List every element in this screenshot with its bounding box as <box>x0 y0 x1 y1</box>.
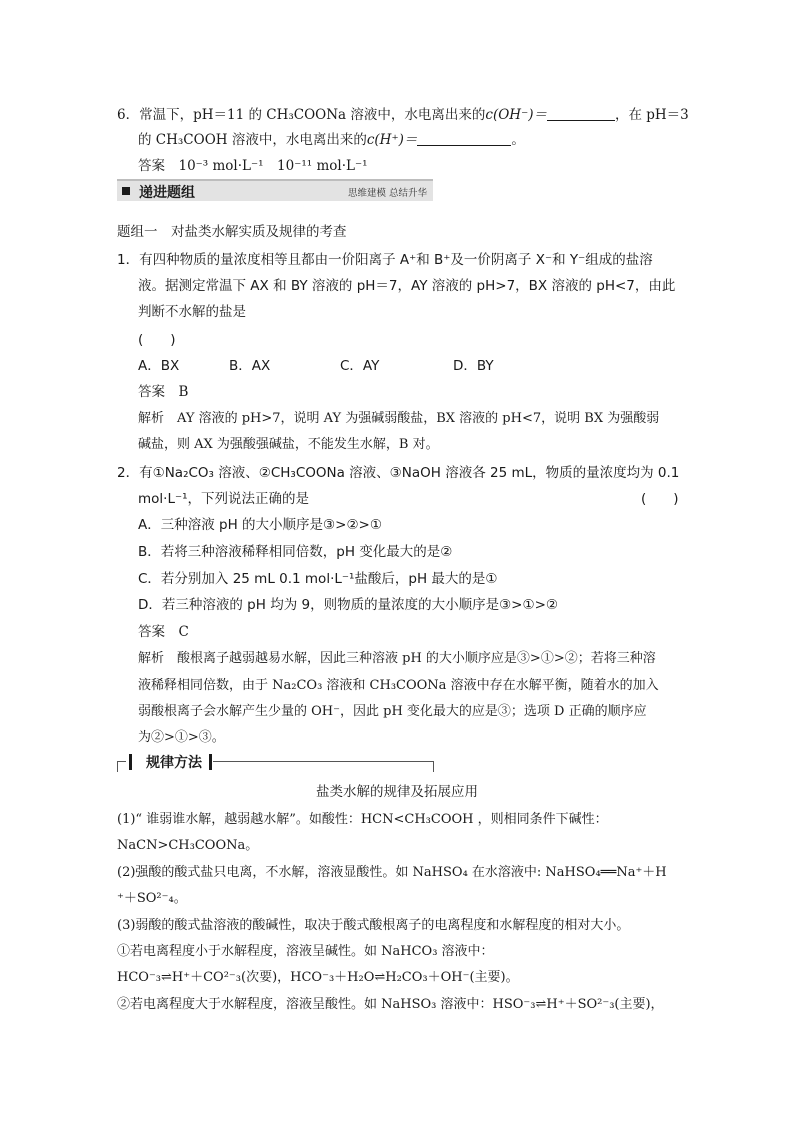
q6-line-1 <box>117 106 689 124</box>
q2-option-c[interactable]: C．若分别加入 25 mL 0.1 mol·L⁻¹盐酸后，pH 最大的是① <box>138 571 498 587</box>
rule-tick-left <box>117 761 118 772</box>
q1-answer: 答案 B <box>138 384 189 400</box>
q2-explanation-1: 解析 酸根离子越弱越易水解，因此三种溶液 pH 的大小顺序应是③>①>②；若将三种溶 <box>138 651 656 666</box>
q2-line-1: 2．有①Na₂CO₃ 溶液、②CH₃COONa 溶液、③NaOH 溶液各 25 mL，物质的量浓度均为 0.1 <box>117 465 680 481</box>
q1-option-c[interactable]: C．AY <box>340 358 380 374</box>
q6-text-d: 的 CH₃COOH 溶液中，水电离出来的 <box>138 132 367 148</box>
q1-line-2: 液。据测定常温下 AX 和 BY 溶液的 pH＝7，AY 溶液的 pH>7，BX 溶液的 pH<7，由此 <box>138 278 676 294</box>
q2-answer-paren: ( ) <box>641 491 679 507</box>
q1-line-3: 判断不水解的盐是 <box>138 304 246 320</box>
q2-option-d[interactable]: D．若三种溶液的 pH 均为 9，则物质的量浓度的大小顺序是③>①>② <box>138 597 559 613</box>
rule-bar-right <box>209 754 212 770</box>
q1-explanation-2: 碱盐，则 AX 为强酸强碱盐，不能发生水解，B 对。 <box>138 437 439 452</box>
section-bar <box>117 179 433 201</box>
q6-text-b: c(OH⁻)＝ <box>485 107 547 123</box>
q2-answer: 答案 C <box>138 624 189 640</box>
q2-explanation-2: 液稀释相同倍数，由于 Na₂CO₃ 溶液和 CH₃COONa 溶液中存在水解平衡，随着水的加入 <box>138 678 659 693</box>
q1-answer-paren: ( ) <box>138 332 176 348</box>
q2-explanation-3: 弱酸根离子会水解产生少量的 OH⁻，因此 pH 变化最大的应是③；选项 D 正确的顺序应 <box>138 704 647 719</box>
q6-text-f: 。 <box>511 132 525 148</box>
q1-option-a[interactable]: A．BX <box>138 358 180 374</box>
group1-title: 题组一 对盐类水解实质及规律的考查 <box>117 224 347 240</box>
q2-line-2: mol·L⁻¹，下列说法正确的是 <box>138 491 310 507</box>
rule-method-box <box>117 752 435 772</box>
q2-explanation-4: 为②>①>③。 <box>138 730 225 745</box>
q1-option-d[interactable]: D．BY <box>453 358 494 374</box>
rule-1-line-1: (1)“ 谁弱谁水解，越弱越水解”。如酸性：HCN<CH₃COOH ，则相同条件下碱性： <box>117 812 608 827</box>
rule-2-line-2: ⁺＋SO²⁻₄。 <box>117 891 187 906</box>
q6-answer: 答案 10⁻³ mol·L⁻¹ 10⁻¹¹ mol·L⁻¹ <box>138 158 368 174</box>
rules-heading: 盐类水解的规律及拓展应用 <box>316 784 478 800</box>
rule-3: (3)弱酸的酸式盐溶液的酸碱性，取决于酸式酸根离子的电离程度和水解程度的相对大小。 <box>117 918 630 933</box>
rule-bar-left <box>129 754 132 770</box>
rule-line-right <box>213 761 433 762</box>
rule-3-sub-2: ②若电离程度大于水解程度，溶液呈酸性。如 NaHSO₃ 溶液中：HSO⁻₃⇌H⁺＋SO²⁻₃(主要)， <box>117 997 664 1012</box>
q6-text-a: 6．常温下，pH＝11 的 CH₃COONa 溶液中，水电离出来的 <box>117 107 486 123</box>
section-subtitle: 思维建模 总结升华 <box>347 188 427 199</box>
section-title: 递进题组 <box>139 185 195 201</box>
q6-blank-1[interactable] <box>547 106 615 121</box>
q6-blank-2[interactable] <box>417 131 511 146</box>
q2-option-b[interactable]: B．若将三种溶液稀释相同倍数，pH 变化最大的是② <box>138 544 453 560</box>
q6-text-c: ，在 pH＝3 <box>614 107 689 123</box>
rule-tick-right <box>433 761 434 772</box>
rule-2-line-1: (2)强酸的酸式盐只电离，不水解，溶液显酸性。如 NaHSO₄ 在水溶液中: NaHSO₄══Na⁺＋H <box>117 865 667 880</box>
q6-line-2 <box>138 131 525 149</box>
q6-text-e: c(H⁺)＝ <box>366 132 418 148</box>
q2-option-a[interactable]: A．三种溶液 pH 的大小顺序是③>②>① <box>138 517 382 533</box>
square-bullet-icon <box>122 187 130 195</box>
rule-1-line-2: NaCN>CH₃COONa。 <box>117 838 259 853</box>
rule-box-title: 规律方法 <box>146 755 202 771</box>
q1-option-b[interactable]: B．AX <box>229 358 271 374</box>
rule-3-sub-1: ①若电离程度小于水解程度，溶液呈碱性。如 NaHCO₃ 溶液中： <box>117 944 494 959</box>
q1-line-1: 1．有四种物质的量浓度相等且都由一价阳离子 A⁺和 B⁺及一价阴离子 X⁻和 Y⁻组成的盐溶 <box>117 252 653 268</box>
q1-explanation-1: 解析 AY 溶液的 pH>7，说明 AY 为强碱弱酸盐，BX 溶液的 pH<7，说明 BX 为强酸弱 <box>138 411 660 426</box>
rule-3-sub-1-equation: HCO⁻₃⇌H⁺＋CO²⁻₃(次要)，HCO⁻₃＋H₂O⇌H₂CO₃＋OH⁻(主要)。 <box>117 970 519 985</box>
rule-line-left <box>117 761 126 762</box>
